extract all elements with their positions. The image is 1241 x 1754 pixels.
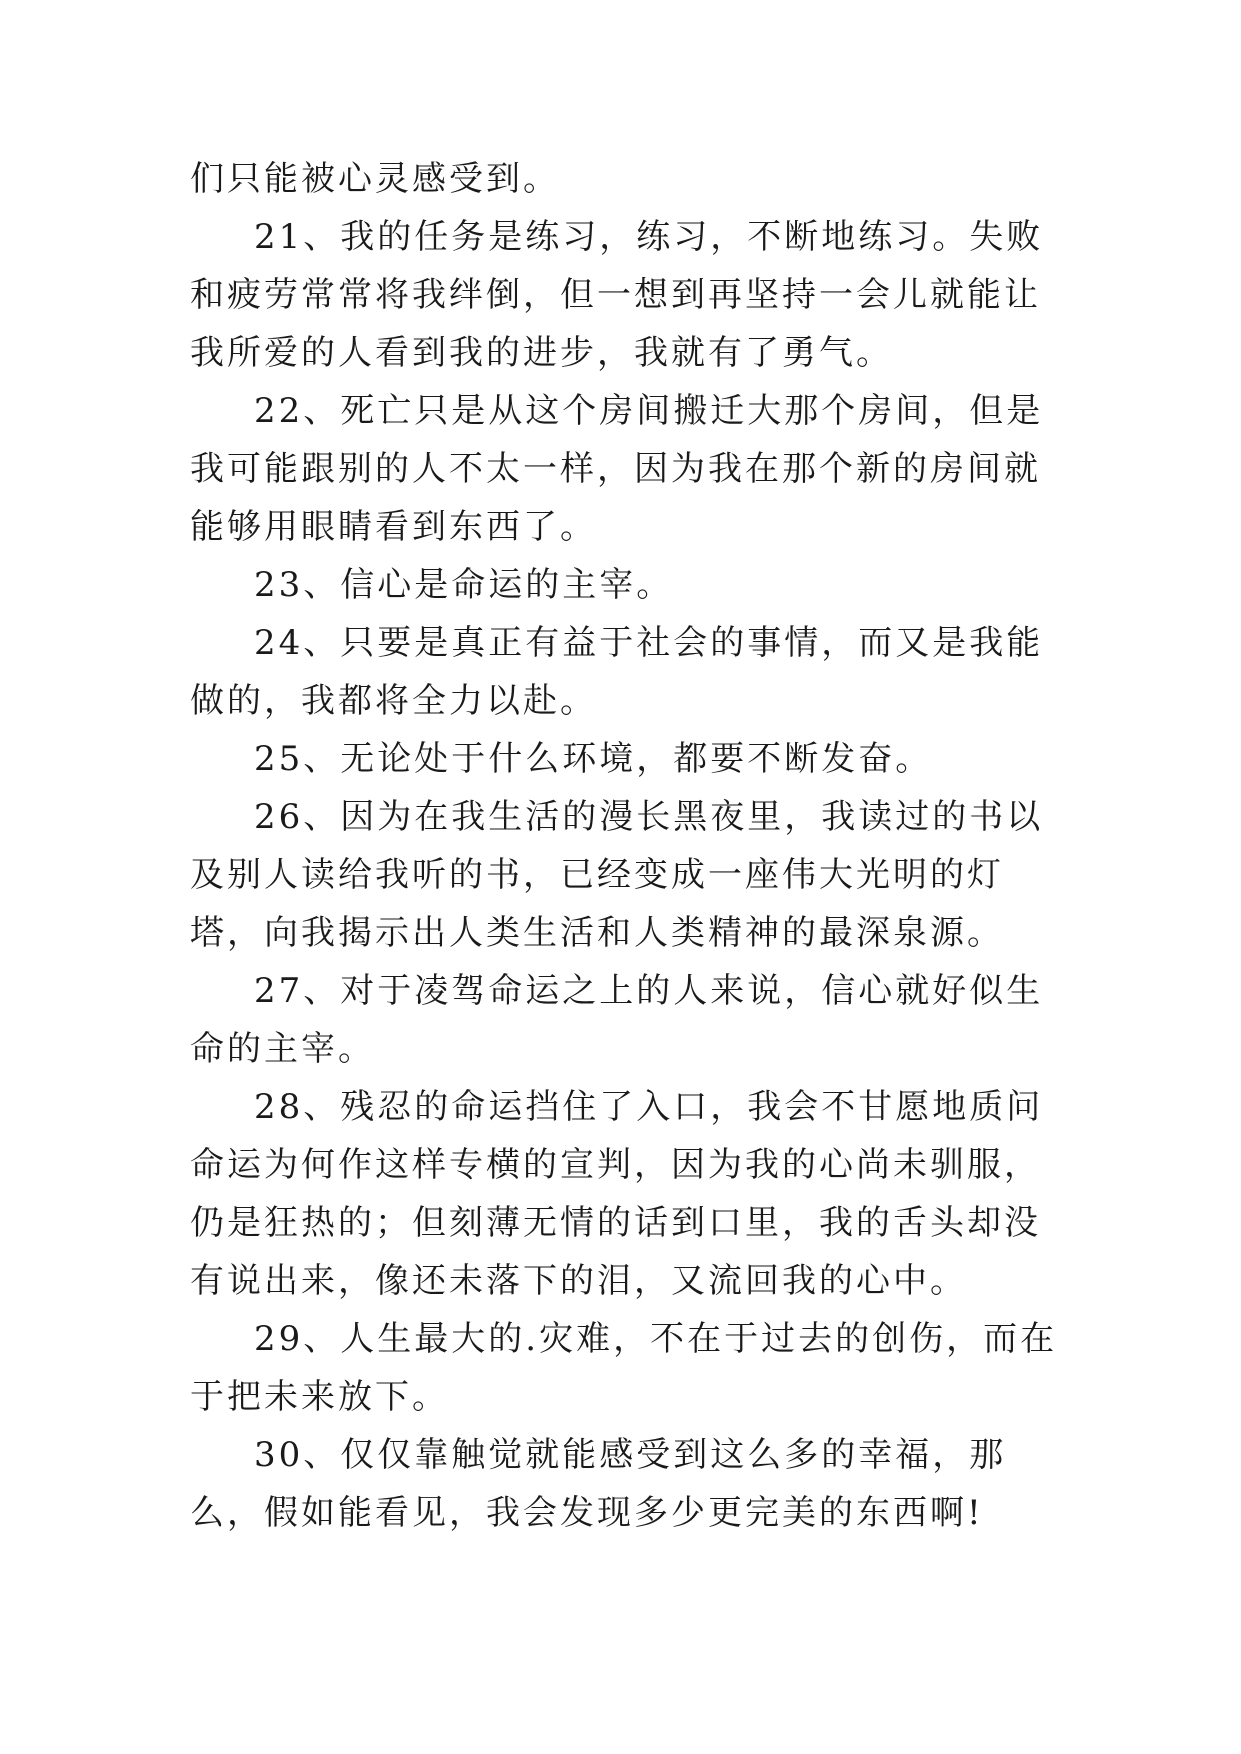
paragraph-quote-22: 22、死亡只是从这个房间搬迁大那个房间，但是我可能跟别的人不太一样，因为我在那个新的房间就能够用眼睛看到东西了。 [190,391,1044,547]
paragraph-quote-24: 24、只要是真正有益于社会的事情，而又是我能做的，我都将全力以赴。 [190,623,1044,721]
paragraph-quote-30: 30、仅仅靠触觉就能感受到这么多的幸福，那么，假如能看见，我会发现多少更完美的东西啊! [190,1435,1007,1533]
paragraph-quote-23: 23、信心是命运的主宰。 [254,565,674,605]
paragraph-quote-27: 27、对于凌驾命运之上的人来说，信心就好似生命的主宰。 [190,971,1044,1069]
paragraph-quote-28: 28、残忍的命运挡住了入口，我会不甘愿地质问命运为何作这样专横的宣判，因为我的心尚未驯服，仍是狂热的；但刻薄无情的话到口里，我的舌头却没有说出来，像还未落下的泪，又流回我的心中。 [190,1087,1044,1301]
paragraph-quote-26: 26、因为在我生活的漫长黑夜里，我读过的书以及别人读给我听的书，已经变成一座伟大光明的灯塔，向我揭示出人类生活和人类精神的最深泉源。 [190,797,1044,953]
paragraph-quote-21: 21、我的任务是练习，练习，不断地练习。失败和疲劳常常将我绊倒，但一想到再坚持一会儿就能让我所爱的人看到我的进步，我就有了勇气。 [190,217,1044,373]
document-body [190,150,1070,1542]
paragraph-quote-29: 29、人生最大的.灾难，不在于过去的创伤，而在于把未来放下。 [190,1319,1058,1417]
paragraph-continuation: 们只能被心灵感受到。 [190,159,560,199]
paragraph-quote-25: 25、无论处于什么环境，都要不断发奋。 [254,739,933,779]
